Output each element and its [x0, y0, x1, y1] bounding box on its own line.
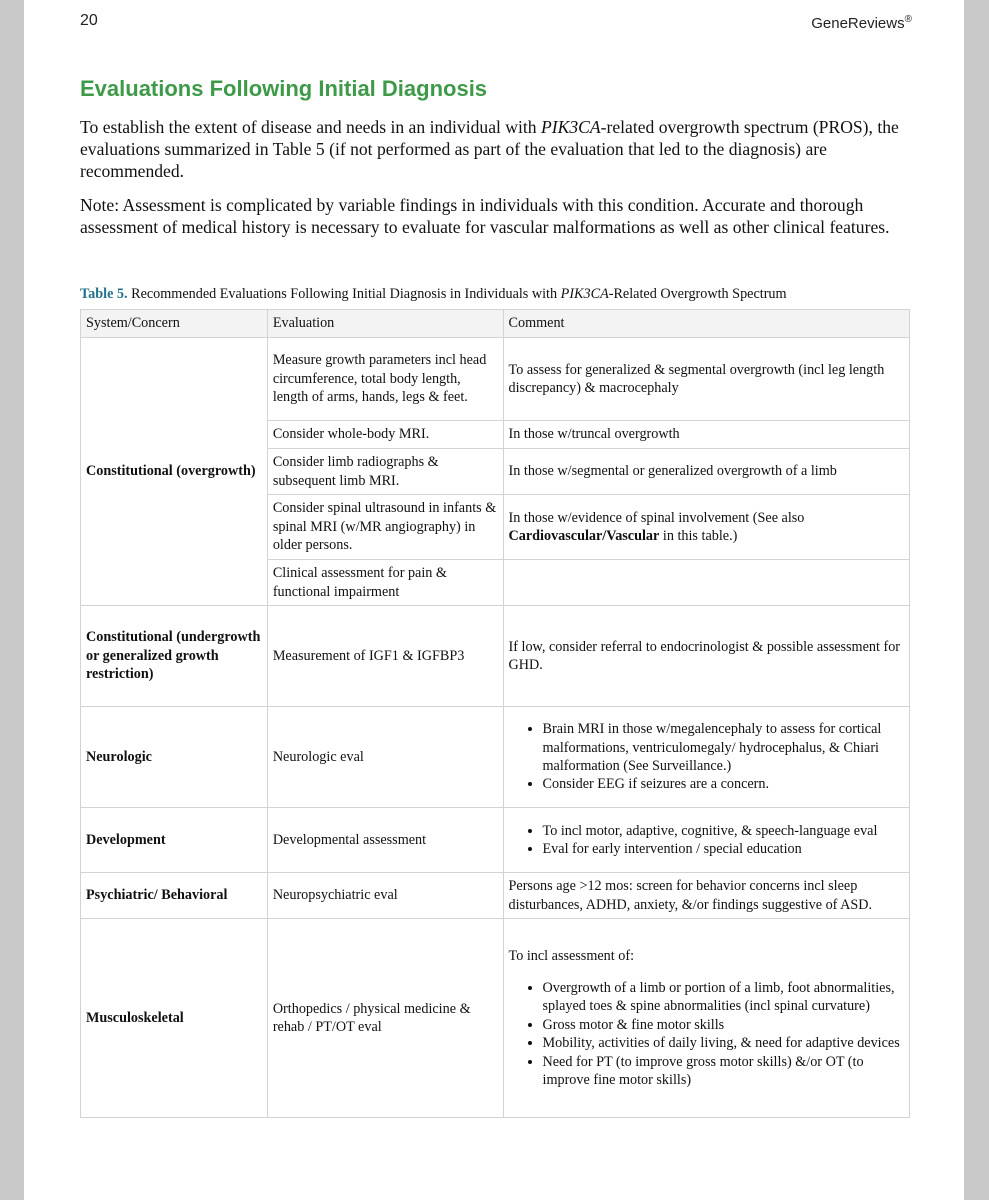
header-evaluation: Evaluation — [267, 310, 503, 338]
comment-cell — [503, 495, 909, 560]
list-item: • Brain MRI in those w/megalencephaly to assess for cortical malformations, ventriculomegaly/ hydrocephalus, & Chiari malformation (See Surveillance.) — [543, 720, 904, 775]
brand-name — [811, 14, 912, 32]
comment-cell: In those w/segmental or generalized overgrowth of a limb — [503, 449, 909, 495]
evaluation-cell: Consider spinal ultrasound in infants & spinal MRI (w/MR angiography) in older persons. — [267, 495, 503, 560]
evaluation-cell: Orthopedics / physical medicine & rehab / PT/OT eval — [267, 919, 503, 1118]
note-paragraph: Note: Assessment is complicated by variable findings in individuals with this condition. Accurate and thorough assessment of medical history is necessary to evaluate for vascular malformations as well as other clinical features. — [80, 195, 890, 237]
header-system: System/Concern — [81, 310, 268, 338]
page-number: 20 — [80, 12, 98, 29]
evaluation-cell: Clinical assessment for pain & functional impairment — [267, 560, 503, 606]
table-row — [81, 919, 910, 1118]
intro-paragraph — [80, 116, 915, 182]
section-title: Evaluations Following Initial Diagnosis — [80, 76, 488, 101]
comment-cell: Persons age >12 mos: screen for behavior concerns incl sleep disturbances, ADHD, anxiety, &/or findings suggestive of ASD. — [503, 873, 909, 919]
evaluation-cell: Consider limb radiographs & subsequent limb MRI. — [267, 449, 503, 495]
comment-cell: To assess for generalized & segmental overgrowth (incl leg length discrepancy) & macrocephaly — [503, 338, 909, 421]
caption-text-post: -Related Overgrowth Spectrum — [608, 286, 787, 302]
brand-text: GeneReviews — [811, 15, 905, 32]
evaluation-cell: Measure growth parameters incl head circumference, total body length, length of arms, hands, legs & feet. — [267, 338, 503, 421]
intro-gene-name: PIK3CA — [541, 117, 601, 137]
table-caption — [80, 285, 940, 303]
comment-cell — [503, 560, 909, 606]
list-item: • Mobility, activities of daily living, & need for adaptive devices — [543, 1034, 904, 1052]
list-item: • Need for PT (to improve gross motor skills) &/or OT (to improve fine motor skills) — [543, 1053, 904, 1090]
evaluation-cell: Measurement of IGF1 & IGFBP3 — [267, 606, 503, 707]
list-item: • Overgrowth of a limb or portion of a limb, foot abnormalities, splayed toes & spine abnormalities (incl spinal curvature) — [543, 979, 904, 1016]
caption-text-pre: Recommended Evaluations Following Initial Diagnosis in Individuals with — [127, 286, 561, 302]
list-item: • Gross motor & fine motor skills — [543, 1016, 904, 1034]
system-cell-neurologic: Neurologic — [81, 707, 268, 808]
evaluation-cell: Neurologic eval — [267, 707, 503, 808]
header-comment: Comment — [503, 310, 909, 338]
comment-cell — [503, 808, 909, 873]
comment-cell: If low, consider referral to endocrinologist & possible assessment for GHD. — [503, 606, 909, 707]
table-label: Table 5. — [80, 286, 128, 302]
evaluations-table — [80, 309, 910, 1118]
system-cell-psychiatric: Psychiatric/ Behavioral — [81, 873, 268, 919]
table-row — [81, 707, 910, 808]
comment-lead: To incl assessment of: — [508, 947, 635, 964]
system-cell-musculoskeletal: Musculoskeletal — [81, 919, 268, 1118]
bullet-list — [509, 822, 904, 859]
table-row — [81, 808, 910, 873]
list-item: • Eval for early intervention / special education — [543, 840, 904, 858]
list-item: • Consider EEG if seizures are a concern. — [543, 775, 904, 793]
document-page — [24, 0, 964, 1200]
evaluation-cell: Consider whole-body MRI. — [267, 421, 503, 449]
comment-cell — [503, 919, 909, 1118]
comment-cell: In those w/truncal overgrowth — [503, 421, 909, 449]
table-row — [81, 338, 910, 421]
caption-gene-name: PIK3CA — [560, 286, 609, 302]
table-row — [81, 606, 910, 707]
list-item: • To incl motor, adaptive, cognitive, & speech-language eval — [543, 822, 904, 840]
registered-mark: ® — [904, 14, 912, 25]
system-cell-development: Development — [81, 808, 268, 873]
evaluation-cell: Developmental assessment — [267, 808, 503, 873]
bullet-list — [509, 979, 904, 1089]
table-row — [81, 873, 910, 919]
bullet-list — [509, 720, 904, 794]
intro-text-post: -related overgrowth spectrum (PROS), the evaluations summarized in Table 5 (if not performed as part of the evaluation that led to the diagnosis) are recommended. — [80, 117, 899, 181]
evaluation-cell: Neuropsychiatric eval — [267, 873, 503, 919]
table-header-row — [81, 310, 910, 338]
system-cell-undergrowth: Constitutional (undergrowth or generalized growth restriction) — [81, 606, 268, 707]
comment-crossref-link: Cardiovascular/Vascular — [508, 528, 660, 544]
intro-text-pre: To establish the extent of disease and needs in an individual with — [80, 117, 541, 137]
comment-text-post: in this table.) — [659, 528, 738, 544]
comment-cell — [503, 707, 909, 808]
comment-text-pre: In those w/evidence of spinal involvement (See also — [508, 509, 805, 526]
system-cell-constitutional: Constitutional (overgrowth) — [81, 338, 268, 606]
